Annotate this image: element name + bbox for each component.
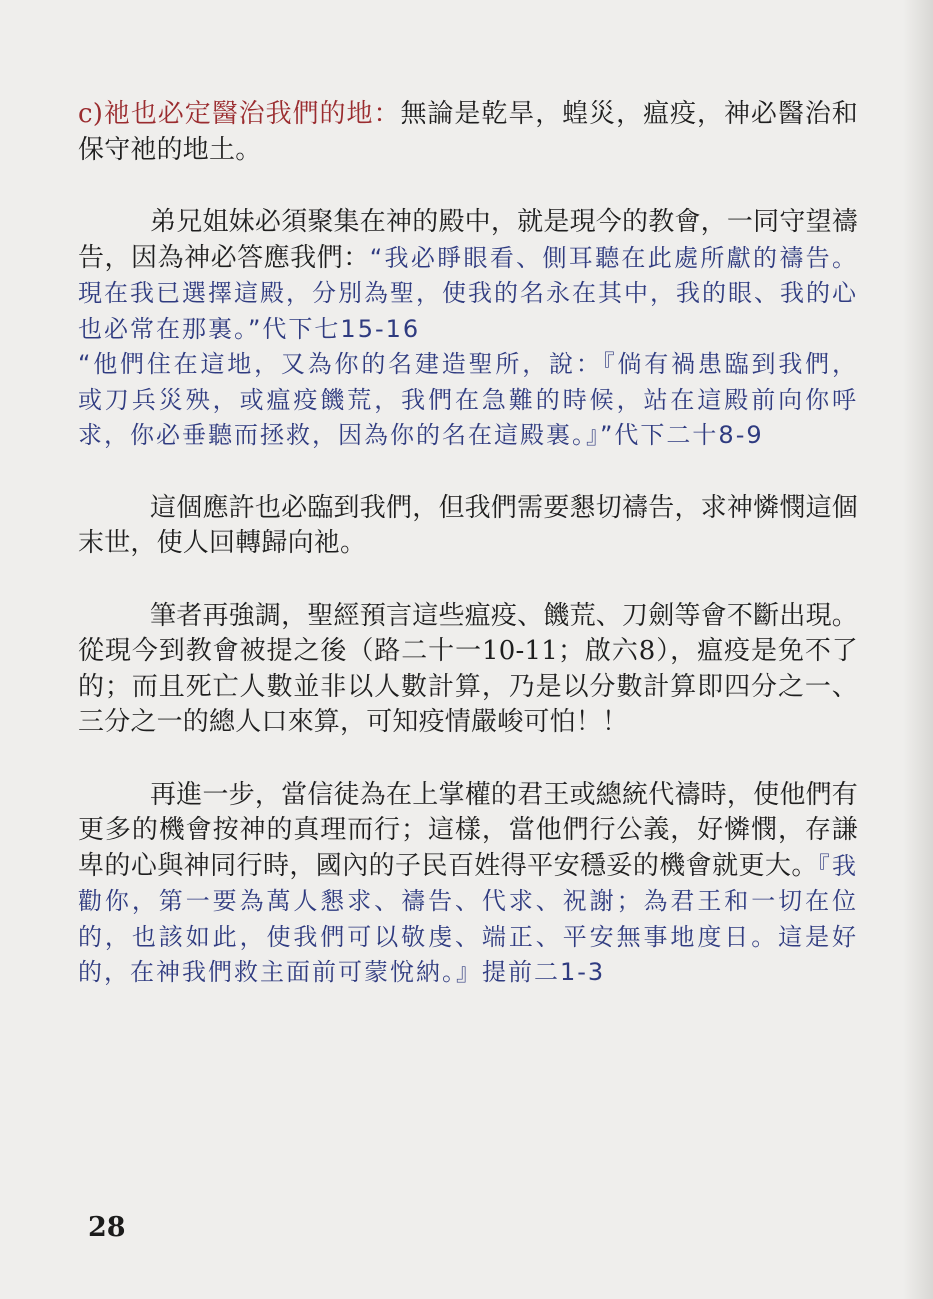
- paragraph-text: 無論是乾旱，蝗災，瘟疫，神必醫治和保守祂的地土。: [78, 99, 858, 165]
- point-heading: c)祂也必定醫治我們的地：: [78, 99, 401, 129]
- scripture-quote-block: “他們住在這地，又為你的名建造聖所，說：『倘有禍患臨到我們，或刀兵災殃，或瘟疫饑荒，我們在急難的時候，站在這殿前向你呼求，你必垂聽而拯救，因為你的名在這殿裏。』”代下二十8-9: [78, 350, 858, 449]
- paragraph-text: 弟兄姐妹必須聚集在神的殿中，就是現今的教會，一同守望禱告，因為神必答應我們：: [78, 207, 858, 273]
- paragraph-promise: 這個應許也必臨到我們，但我們需要懇切禱告，求神憐憫這個末世，使人回轉歸向祂。: [78, 492, 858, 558]
- paragraph-gather-pray: [78, 205, 858, 347]
- page-number: 28: [88, 1212, 126, 1243]
- paragraph-text: 再進一步，當信徒為在上掌權的君王或總統代禱時，使他們有更多的機會按神的真理而行；這樣，當他們行公義，好憐憫，存謙卑的心與神同行時，國內的子民百姓得平安穩妥的機會就更大。: [78, 779, 858, 881]
- page-content: [78, 97, 858, 991]
- paragraph-emphasis: 筆者再強調，聖經預言這些瘟疫、饑荒、刀劍等會不斷出現。從現今到教會被提之後（路二十一10-11；啟六8），瘟疫是免不了的；而且死亡人數並非以人數計算，乃是以分數計算即四分之一、三分之一的總人口來算，可知疫情嚴峻可怕！！: [78, 600, 858, 737]
- scripture-quote: “我必睜眼看、側耳聽在此處所獻的禱告。現在我已選擇這殿，分別為聖，使我的名永在其中，我的眼、我的心也必常在那裏。”代下七15-16: [78, 243, 859, 343]
- paragraph-heal-land: [78, 97, 858, 168]
- page-edge-shadow: [903, 0, 933, 1299]
- scripture-quote: 『我勸你，第一要為萬人懇求、禱告、代求、祝謝；為君王和一切在位的，也該如此，使我們可以敬虔、端正、平安無事地度日。這是好的，在神我們救主面前可蒙悅納。』提前二1-3: [78, 851, 859, 986]
- paragraph-intercession: [78, 778, 858, 991]
